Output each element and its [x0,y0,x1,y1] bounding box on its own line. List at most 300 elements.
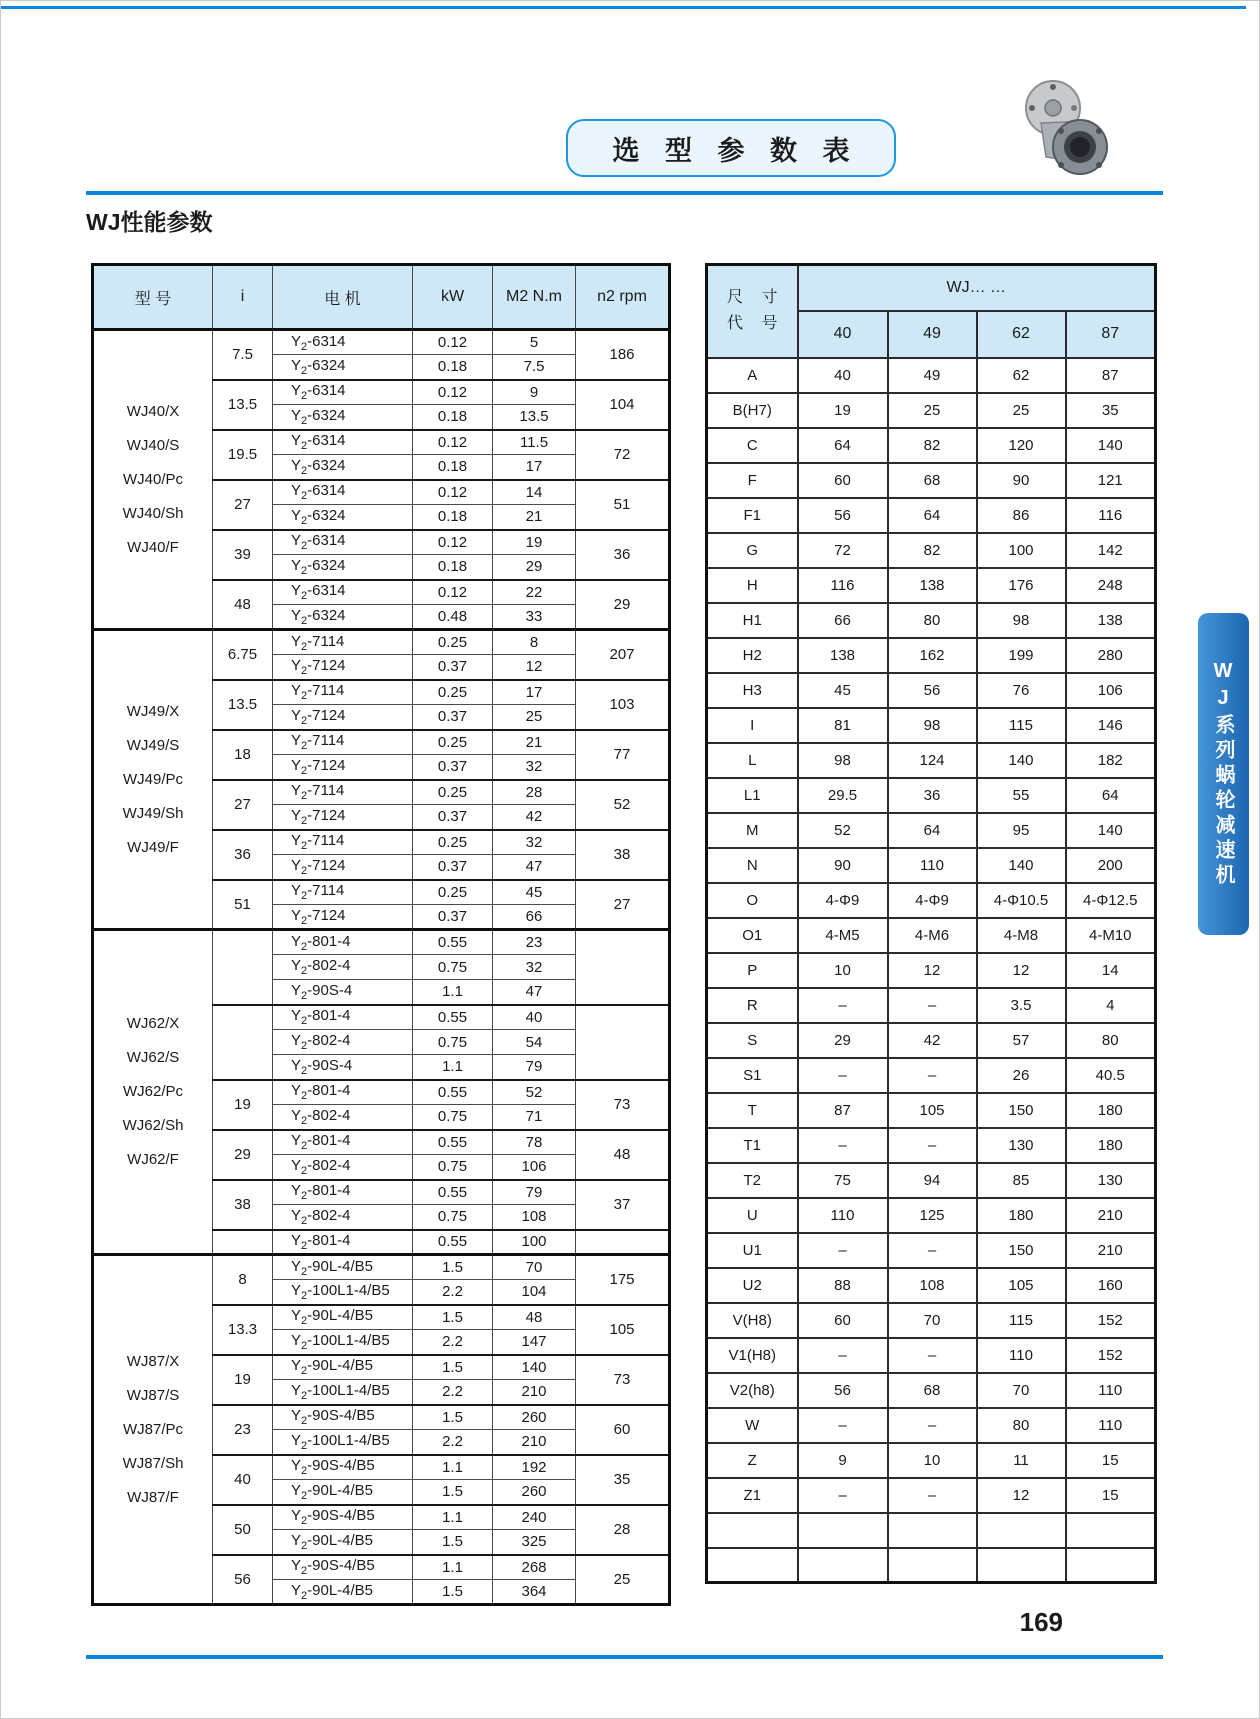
dimension-code-cell: F1 [707,498,798,533]
motor-cell: $Y_2-90L-4/B5$ [273,1480,413,1505]
torque-cell: 71 [493,1105,576,1130]
kw-cell: 0.25 [413,880,493,905]
dimension-value-cell: 94 [888,1163,977,1198]
kw-cell: 2.2 [413,1430,493,1455]
dimension-value-cell: 12 [888,953,977,988]
torque-cell: 29 [493,555,576,580]
ratio-cell: 39 [213,530,273,580]
dimension-code-cell: H1 [707,603,798,638]
dimension-value-cell: 146 [1066,708,1156,743]
torque-cell: 100 [493,1230,576,1255]
speed-cell [576,1005,670,1080]
motor-cell: $Y_2-90S-4/B5$ [273,1505,413,1530]
speed-cell: 52 [576,780,670,830]
table-row [707,1373,1156,1408]
header-rule [86,191,1163,195]
ratio-cell: 48 [213,580,273,630]
dimension-code-cell: U1 [707,1233,798,1268]
dimension-value-cell: 150 [977,1093,1066,1128]
speed-cell: 104 [576,380,670,430]
empty-cell [707,1548,798,1583]
dimension-code-cell: A [707,358,798,393]
empty-cell [1066,1513,1156,1548]
dimension-value-cell: 88 [798,1268,888,1303]
empty-cell [977,1548,1066,1583]
motor-cell: $Y_2-802-4$ [273,1105,413,1130]
torque-cell: 32 [493,755,576,780]
motor-cell: $Y_2-801-4$ [273,1130,413,1155]
dimension-code-cell: R [707,988,798,1023]
model-line: WJ62/F [127,1151,179,1168]
model-line: WJ40/Sh [122,504,184,522]
series-side-tab-label: WJ系列蜗轮减速机 [1212,659,1234,889]
dimension-code-cell: W [707,1408,798,1443]
dimension-value-cell: 180 [1066,1093,1156,1128]
kw-cell: 0.55 [413,1180,493,1205]
dimension-value-cell: 80 [888,603,977,638]
torque-cell: 66 [493,905,576,930]
torque-cell: 147 [493,1330,576,1355]
dims-corner-line: 代 号 [727,315,785,333]
speed-cell: 73 [576,1080,670,1130]
table-row [707,1408,1156,1443]
dimension-code-cell: U2 [707,1268,798,1303]
ratio-cell: 19 [213,1080,273,1130]
dimension-value-cell: – [888,1128,977,1163]
ratio-cell: 6.75 [213,630,273,680]
torque-cell: 106 [493,1155,576,1180]
torque-cell: 210 [493,1430,576,1455]
motor-cell: $Y_2-90S-4/B5$ [273,1555,413,1580]
motor-cell: $Y_2-90L-4/B5$ [273,1255,413,1280]
kw-cell: 0.37 [413,755,493,780]
ratio-cell: 19.5 [213,430,273,480]
ratio-cell: 38 [213,1180,273,1230]
empty-cell [977,1513,1066,1548]
kw-cell: 1.5 [413,1580,493,1605]
dimension-code-cell: F [707,463,798,498]
dimension-value-cell: 210 [1066,1198,1156,1233]
table-row [707,1443,1156,1478]
kw-cell: 1.1 [413,1555,493,1580]
speed-cell: 29 [576,580,670,630]
motor-cell: $Y_2-6324$ [273,555,413,580]
dimension-value-cell: 42 [888,1023,977,1058]
motor-cell: $Y_2-6324$ [273,355,413,380]
torque-cell: 32 [493,955,576,980]
kw-cell: 0.18 [413,355,493,380]
model-line: WJ62/Pc [122,1083,183,1100]
motor-cell: $Y_2-100L1-4/B5$ [273,1330,413,1355]
dimension-value-cell: 180 [1066,1128,1156,1163]
dimension-value-cell: 40.5 [1066,1058,1156,1093]
speed-cell: 48 [576,1130,670,1180]
model-line: WJ87/F [127,1488,179,1506]
dimension-value-cell: 35 [1066,393,1156,428]
dimension-value-cell: 36 [888,778,977,813]
dimension-value-cell: 280 [1066,638,1156,673]
kw-cell: 0.25 [413,830,493,855]
kw-cell: 1.5 [413,1405,493,1430]
table-row [707,988,1156,1023]
dimension-code-cell: L1 [707,778,798,813]
empty-cell [888,1513,977,1548]
motor-cell: $Y_2-90L-4/B5$ [273,1305,413,1330]
model-line: WJ87/S [126,1386,180,1404]
motor-cell: $Y_2-7114$ [273,730,413,755]
ratio-cell: 13.3 [213,1305,273,1355]
torque-cell: 70 [493,1255,576,1280]
motor-cell: $Y_2-6324$ [273,405,413,430]
dimension-value-cell: 110 [1066,1373,1156,1408]
dimension-value-cell: 176 [977,568,1066,603]
dimension-value-cell: 180 [977,1198,1066,1233]
dimension-value-cell: 56 [798,498,888,533]
dimension-value-cell: 152 [1066,1338,1156,1373]
kw-cell: 1.5 [413,1480,493,1505]
dimension-code-cell: V2(h8) [707,1373,798,1408]
dimension-value-cell: 140 [1066,428,1156,463]
performance-table [91,263,671,1606]
dimension-value-cell: 29.5 [798,778,888,813]
motor-cell: $Y_2-802-4$ [273,1155,413,1180]
dimension-value-cell: 81 [798,708,888,743]
dimension-value-cell: 182 [1066,743,1156,778]
speed-cell: 207 [576,630,670,680]
dimension-code-cell: O [707,883,798,918]
ratio-cell: 13.5 [213,680,273,730]
model-line: WJ40/Pc [122,470,183,488]
speed-cell: 72 [576,430,670,480]
torque-cell: 47 [493,980,576,1005]
torque-cell: 140 [493,1355,576,1380]
model-cell [93,1255,213,1605]
torque-cell: 33 [493,605,576,630]
dimension-value-cell: 115 [977,1303,1066,1338]
dimension-value-cell: 4-Φ9 [798,883,888,918]
kw-cell: 0.25 [413,730,493,755]
ratio-cell: 36 [213,830,273,880]
dimension-value-cell: 76 [977,673,1066,708]
kw-cell: 0.12 [413,480,493,505]
dimension-value-cell: 49 [888,358,977,393]
dimension-value-cell: – [798,1128,888,1163]
speed-cell: 37 [576,1180,670,1230]
dimension-value-cell: 110 [888,848,977,883]
dimension-value-cell: 4-Φ12.5 [1066,883,1156,918]
empty-cell [798,1513,888,1548]
product-photo [1013,75,1123,185]
speed-cell [576,930,670,1005]
dimension-value-cell: 124 [888,743,977,778]
kw-cell: 0.25 [413,630,493,655]
torque-cell: 42 [493,805,576,830]
torque-cell: 11.5 [493,430,576,455]
torque-cell: 54 [493,1030,576,1055]
dimension-value-cell: 138 [1066,603,1156,638]
dimension-value-cell: 40 [798,358,888,393]
motor-cell: $Y_2-7124$ [273,705,413,730]
perf-column-header: kW [413,265,493,330]
motor-cell: $Y_2-100L1-4/B5$ [273,1380,413,1405]
table-row [707,1093,1156,1128]
page-title: 选 型 参 数 表 [612,135,859,166]
empty-cell [707,1513,798,1548]
kw-cell: 0.48 [413,605,493,630]
speed-cell: 77 [576,730,670,780]
ratio-cell: 40 [213,1455,273,1505]
motor-cell: $Y_2-7124$ [273,655,413,680]
dimension-value-cell: 130 [1066,1163,1156,1198]
dimension-value-cell: 68 [888,463,977,498]
table-row [707,1058,1156,1093]
ratio-cell: 51 [213,880,273,930]
ratio-cell: 56 [213,1555,273,1605]
motor-cell: $Y_2-7124$ [273,805,413,830]
motor-cell: $Y_2-802-4$ [273,1030,413,1055]
dimension-value-cell: 12 [977,953,1066,988]
kw-cell: 0.75 [413,1205,493,1230]
table-row [707,533,1156,568]
dimension-value-cell: 14 [1066,953,1156,988]
ratio-cell [213,1230,273,1255]
dimension-value-cell: 64 [1066,778,1156,813]
kw-cell: 0.75 [413,1030,493,1055]
table-row [707,498,1156,533]
dimension-code-cell: L [707,743,798,778]
torque-cell: 12 [493,655,576,680]
dimension-code-cell: Z [707,1443,798,1478]
dimension-value-cell: 56 [798,1373,888,1408]
dimension-value-cell: 200 [1066,848,1156,883]
dimension-value-cell: 4 [1066,988,1156,1023]
dimension-value-cell: 4-M5 [798,918,888,953]
ratio-cell [213,1005,273,1080]
dimension-value-cell: 87 [798,1093,888,1128]
motor-cell: $Y_2-7114$ [273,680,413,705]
dimension-value-cell: 82 [888,428,977,463]
dimension-value-cell: 125 [888,1198,977,1233]
dimension-value-cell: 75 [798,1163,888,1198]
kw-cell: 0.18 [413,455,493,480]
dimension-value-cell: 80 [977,1408,1066,1443]
model-line: WJ40/F [127,538,179,556]
dimension-code-cell: H2 [707,638,798,673]
dimension-value-cell: 98 [888,708,977,743]
model-cell [93,330,213,630]
kw-cell: 1.5 [413,1530,493,1555]
dimension-value-cell: 150 [977,1233,1066,1268]
dimension-value-cell: 138 [888,568,977,603]
dimension-value-cell: 98 [977,603,1066,638]
dimension-value-cell: 120 [977,428,1066,463]
kw-cell: 0.25 [413,780,493,805]
model-cell [93,930,213,1255]
dimension-table [705,263,1157,1584]
kw-cell: 0.37 [413,805,493,830]
dimension-value-cell: – [798,1233,888,1268]
model-line: WJ40/X [126,402,180,420]
torque-cell: 21 [493,730,576,755]
dimension-value-cell: 12 [977,1478,1066,1513]
table-row [707,428,1156,463]
dimension-value-cell: 100 [977,533,1066,568]
kw-cell: 0.75 [413,1105,493,1130]
perf-column-header: n2 rpm [576,265,670,330]
table-row [93,930,670,955]
torque-cell: 14 [493,480,576,505]
motor-cell: $Y_2-100L1-4/B5$ [273,1430,413,1455]
dimension-code-cell: T [707,1093,798,1128]
kw-cell: 1.1 [413,980,493,1005]
dims-corner-header [707,265,798,358]
model-line: WJ49/F [127,838,179,856]
dimension-value-cell: 110 [798,1198,888,1233]
dimension-value-cell: 86 [977,498,1066,533]
model-line: WJ49/Sh [122,804,184,822]
empty-cell [888,1548,977,1583]
dimension-value-cell: – [888,1233,977,1268]
ratio-cell: 19 [213,1355,273,1405]
speed-cell: 73 [576,1355,670,1405]
torque-cell: 32 [493,830,576,855]
table-row [707,953,1156,988]
dimension-value-cell: 110 [1066,1408,1156,1443]
dimension-code-cell: G [707,533,798,568]
torque-cell: 325 [493,1530,576,1555]
dimension-value-cell: – [888,1058,977,1093]
torque-cell: 260 [493,1405,576,1430]
dimension-code-cell: C [707,428,798,463]
dimension-value-cell: 4-Φ10.5 [977,883,1066,918]
torque-cell: 21 [493,505,576,530]
kw-cell: 0.37 [413,655,493,680]
dimension-value-cell: – [888,1478,977,1513]
ratio-cell: 18 [213,730,273,780]
dimension-value-cell: 87 [1066,358,1156,393]
dimension-code-cell: T2 [707,1163,798,1198]
table-row [707,708,1156,743]
model-line: WJ49/X [126,702,180,720]
torque-cell: 8 [493,630,576,655]
table-row [707,358,1156,393]
dimension-value-cell: 62 [977,358,1066,393]
motor-cell: $Y_2-7124$ [273,855,413,880]
dims-size-header: 40 [798,311,888,358]
table-row [707,1163,1156,1198]
motor-cell: $Y_2-6314$ [273,530,413,555]
motor-cell: $Y_2-801-4$ [273,1180,413,1205]
torque-cell: 17 [493,680,576,705]
torque-cell: 17 [493,455,576,480]
torque-cell: 210 [493,1380,576,1405]
motor-cell: $Y_2-90S-4/B5$ [273,1405,413,1430]
table-row [707,743,1156,778]
dimension-code-cell: V1(H8) [707,1338,798,1373]
kw-cell: 0.75 [413,955,493,980]
motor-cell: $Y_2-7114$ [273,830,413,855]
kw-cell: 0.12 [413,330,493,355]
ratio-cell: 27 [213,480,273,530]
dimension-value-cell: 116 [1066,498,1156,533]
motor-cell: $Y_2-7124$ [273,905,413,930]
speed-cell: 51 [576,480,670,530]
torque-cell: 104 [493,1280,576,1305]
dimension-value-cell: 115 [977,708,1066,743]
kw-cell: 0.18 [413,405,493,430]
torque-cell: 78 [493,1130,576,1155]
dims-series-header: WJ… … [798,265,1156,311]
table-row [707,848,1156,883]
kw-cell: 0.55 [413,1230,493,1255]
kw-cell: 0.12 [413,380,493,405]
dimension-value-cell: 60 [798,1303,888,1338]
dimension-value-cell: 64 [888,498,977,533]
kw-cell: 0.12 [413,530,493,555]
dimension-code-cell: Z1 [707,1478,798,1513]
section-heading: WJ性能参数 [86,209,213,235]
table-row [707,1128,1156,1163]
dimension-value-cell: 152 [1066,1303,1156,1338]
dimension-value-cell: 90 [798,848,888,883]
table-row [707,813,1156,848]
motor-cell: $Y_2-802-4$ [273,1205,413,1230]
table-row [707,883,1156,918]
motor-cell: $Y_2-7114$ [273,880,413,905]
motor-cell: $Y_2-6314$ [273,480,413,505]
dimension-value-cell: 55 [977,778,1066,813]
torque-cell: 22 [493,580,576,605]
dimension-value-cell: 19 [798,393,888,428]
dimension-value-cell: 15 [1066,1443,1156,1478]
kw-cell: 0.25 [413,680,493,705]
dimension-code-cell: I [707,708,798,743]
dimension-code-cell: M [707,813,798,848]
torque-cell: 47 [493,855,576,880]
dimension-code-cell: V(H8) [707,1303,798,1338]
dimension-value-cell: 85 [977,1163,1066,1198]
model-line: WJ62/Sh [122,1117,184,1134]
dimension-code-cell: S1 [707,1058,798,1093]
motor-cell: $Y_2-6314$ [273,330,413,355]
series-side-tab [1198,613,1249,935]
top-rule [1,6,1246,9]
dimension-code-cell: S [707,1023,798,1058]
motor-cell: $Y_2-100L1-4/B5$ [273,1280,413,1305]
ratio-cell: 8 [213,1255,273,1305]
perf-header-row [93,265,670,330]
table-row [707,1023,1156,1058]
motor-cell: $Y_2-90S-4$ [273,1055,413,1080]
model-line: WJ49/S [126,736,180,754]
dimension-value-cell: 110 [977,1338,1066,1373]
empty-cell [798,1548,888,1583]
motor-cell: $Y_2-6314$ [273,380,413,405]
ratio-cell: 13.5 [213,380,273,430]
torque-cell: 19 [493,530,576,555]
kw-cell: 0.55 [413,1080,493,1105]
dimension-value-cell: 64 [798,428,888,463]
table-row [707,638,1156,673]
motor-cell: $Y_2-90L-4/B5$ [273,1530,413,1555]
speed-cell: 103 [576,680,670,730]
table-row [707,673,1156,708]
torque-cell: 28 [493,780,576,805]
kw-cell: 0.18 [413,505,493,530]
empty-cell [1066,1548,1156,1583]
motor-cell: $Y_2-6324$ [273,505,413,530]
dimension-value-cell: 26 [977,1058,1066,1093]
